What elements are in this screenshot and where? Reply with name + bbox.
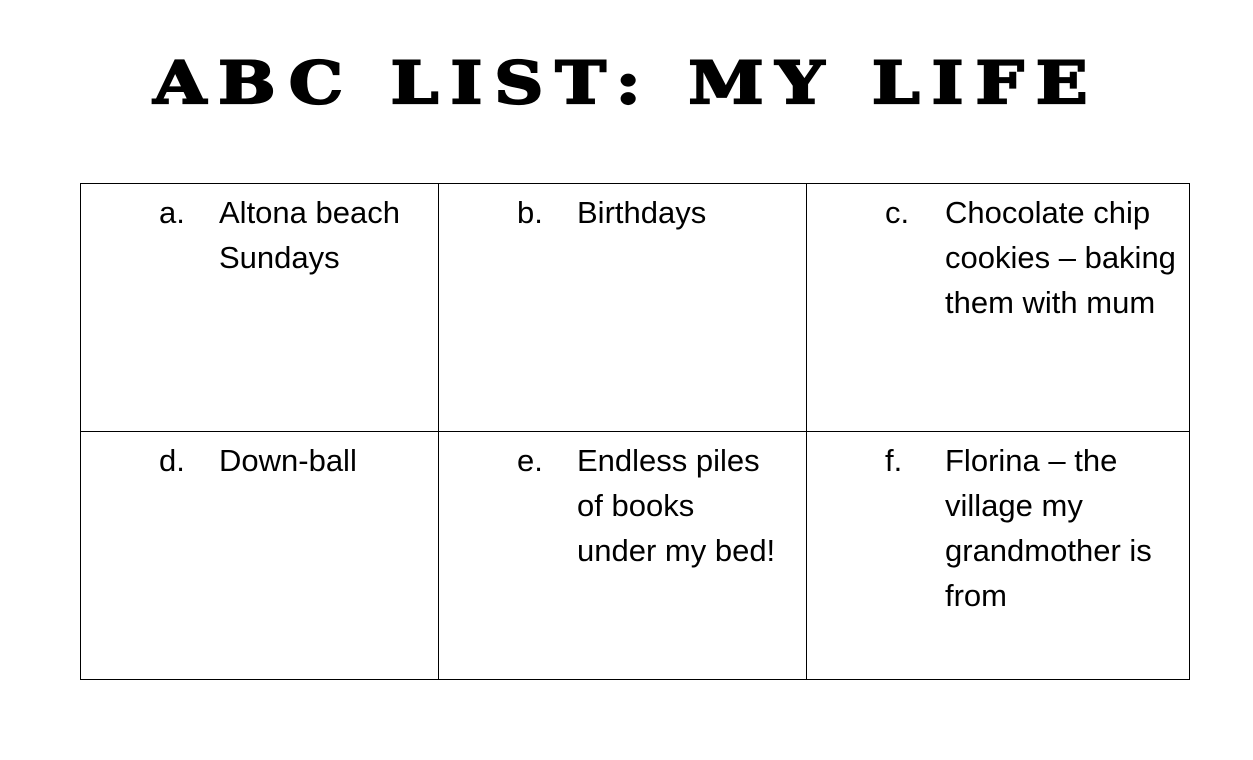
list-item-text: Chocolate chip cookies – baking them with mum (945, 195, 1176, 320)
list-marker: e. (517, 443, 543, 478)
list-item-text: Down-ball (219, 443, 357, 478)
list-item-c (807, 184, 1190, 432)
list-marker: d. (159, 443, 185, 478)
page-title: ABC LIST: MY LIFE (153, 48, 1100, 118)
list-marker: b. (517, 195, 543, 230)
table-row (81, 432, 1190, 680)
list-item-b (439, 184, 807, 432)
list-item-text: Endless piles of books under my bed! (577, 443, 776, 568)
abc-list-table (80, 183, 1190, 680)
list-item-a (81, 184, 439, 432)
list-item-f (807, 432, 1190, 680)
list-marker: c. (885, 195, 910, 230)
list-marker: f. (885, 443, 903, 478)
list-item-e (439, 432, 807, 680)
list-marker: a. (159, 195, 185, 230)
list-item-text: Florina – the village my grandmother is from (945, 443, 1152, 613)
list-item-text: Birthdays (577, 195, 707, 230)
list-item-d (81, 432, 439, 680)
table-row (81, 184, 1190, 432)
list-item-text: Altona beach Sundays (219, 195, 400, 275)
